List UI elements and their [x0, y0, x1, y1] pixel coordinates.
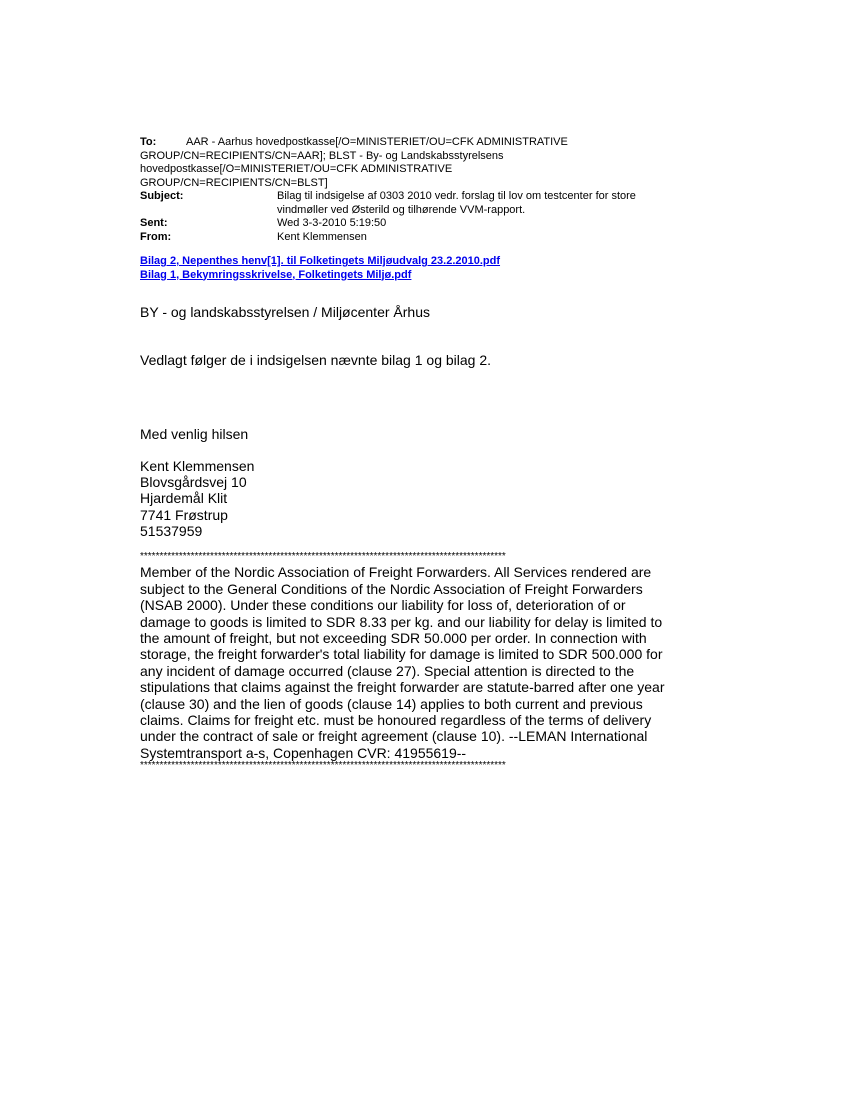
from-value: Kent Klemmensen	[277, 230, 367, 243]
disclaimer-line: (NSAB 2000). Under these conditions our liability for loss of, deterioration of or	[140, 597, 626, 614]
attachments-list	[140, 255, 740, 282]
sent-field	[140, 217, 740, 231]
email-header	[140, 136, 740, 244]
disclaimer-line: damage to goods is limited to SDR 8.33 per kg. and our liability for delay is limited to	[140, 613, 663, 630]
to-field	[140, 136, 740, 190]
signature-postcode: 7741 Frøstrup	[140, 506, 228, 523]
sent-value: Wed 3-3-2010 5:19:50	[277, 217, 387, 229]
email-page	[140, 136, 740, 771]
signature-name: Kent Klemmensen	[140, 457, 255, 474]
subject-value	[277, 190, 636, 217]
disclaimer-line: the amount of freight, but not exceeding SDR 50.000 per order. In connection with	[140, 630, 647, 646]
signature-phone: 51537959	[140, 523, 203, 540]
subject-line-2: vindmøller ved Østerild og tilhørende VVM-rapport.	[277, 203, 526, 216]
to-label: To:	[140, 136, 157, 148]
to-line-2: GROUP/CN=RECIPIENTS/CN=AAR]; BLST - By- og Landskabsstyrelsens	[140, 149, 504, 162]
disclaimer-line: subject to the General Conditions of the Nordic Association of Freight Forwarders	[140, 580, 643, 597]
separator-bottom: **********************************************************************************************	[140, 761, 506, 772]
signature-block	[140, 458, 740, 539]
intro-text: Vedlagt følger de i indsigelsen nævnte bilag 1 og bilag 2.	[140, 352, 492, 369]
disclaimer-line: any incident of damage occurred (clause 27). Special attention is directed to the	[140, 662, 635, 679]
disclaimer-line: under the contract of sale or freight agreement (clause 10). --LEMAN International	[140, 728, 648, 745]
disclaimer-line: (clause 30) and the lien of goods (clause 14) applies to both current and previous	[140, 695, 643, 712]
from-label: From:	[140, 230, 172, 243]
disclaimer-text	[140, 564, 720, 761]
signature-street: Blovsgårdsvej 10	[140, 474, 247, 491]
attachment-link-bilag-1[interactable]: Bilag 1, Bekymringsskrivelse, Folketingets Miljø.pdf	[140, 268, 412, 281]
disclaimer-line: claims. Claims for freight etc. must be honoured regardless of the terms of delivery	[140, 712, 652, 729]
disclaimer-line: Member of the Nordic Association of Freight Forwarders. All Services rendered are	[140, 564, 652, 581]
subject-line-1: Bilag til indsigelse af 0303 2010 vedr. forslag til lov om testcenter for store	[277, 190, 636, 202]
subject-label: Subject:	[140, 190, 184, 202]
greeting: Med venlig hilsen	[140, 425, 249, 442]
signature-locality: Hjardemål Klit	[140, 490, 228, 507]
org-line: BY - og landskabsstyrelsen / Miljøcenter Århus	[140, 304, 430, 320]
subject-field	[140, 190, 740, 217]
sent-label: Sent:	[140, 217, 168, 229]
disclaimer-line: Systemtransport a-s, Copenhagen CVR: 41955619--	[140, 744, 467, 761]
to-line-3: hovedpostkasse[/O=MINISTERIET/OU=CFK ADMINISTRATIVE	[140, 163, 453, 175]
to-line-4: GROUP/CN=RECIPIENTS/CN=BLST]	[140, 176, 328, 189]
disclaimer-line: stipulations that claims against the freight forwarder are statute-barred after one year	[140, 679, 665, 696]
separator-top: **********************************************************************************************	[140, 552, 506, 563]
to-line-1: AAR - Aarhus hovedpostkasse[/O=MINISTERIET/OU=CFK ADMINISTRATIVE	[186, 136, 568, 148]
attachment-link-bilag-2[interactable]: Bilag 2, Nepenthes henv[1]. til Folketingets Miljøudvalg 23.2.2010.pdf	[140, 255, 501, 267]
from-field	[140, 231, 740, 245]
disclaimer-line: storage, the freight forwarder's total liability for damage is limited to SDR 500.000 for	[140, 646, 663, 663]
